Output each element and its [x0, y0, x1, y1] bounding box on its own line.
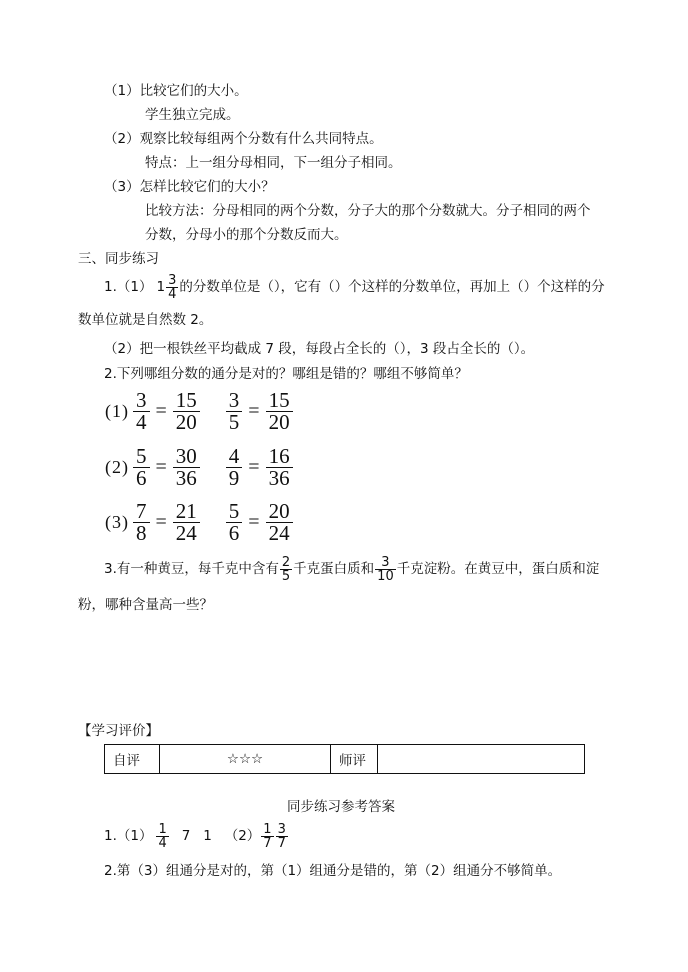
self-eval-label: 自评	[105, 745, 160, 774]
step-1-note: 学生独立完成。	[145, 107, 240, 123]
fraction	[173, 390, 200, 433]
teacher-eval-label: 师评	[331, 745, 378, 774]
numerator: 20	[268, 499, 290, 523]
a1-rest: 7 1 （2）	[181, 828, 261, 844]
numerator: 15	[268, 388, 290, 412]
step-2-note: 特点：上一组分母相同，下一组分子相同。	[145, 155, 402, 171]
equals-sign: =	[155, 456, 167, 478]
fraction	[173, 501, 200, 544]
step-1: （1）比较它们的大小。	[104, 83, 248, 99]
fraction	[226, 501, 243, 544]
denominator: 20	[173, 411, 200, 433]
denominator: 4	[168, 286, 177, 302]
q1-prefix: 1.（1）	[104, 279, 153, 295]
denominator: 24	[266, 522, 293, 544]
denominator: 36	[173, 467, 200, 489]
q3-text-3: 千克淀粉。在黄豆中，蛋白质和淀	[396, 561, 600, 577]
question-1	[104, 270, 605, 304]
equals-sign: =	[155, 511, 167, 533]
denominator: 8	[133, 522, 150, 544]
evaluation-heading: 【学习评价】	[78, 723, 159, 739]
fraction	[266, 390, 293, 433]
answers-title: 同步练习参考答案	[287, 799, 395, 815]
denominator: 5	[226, 411, 243, 433]
fraction	[266, 446, 293, 489]
numerator: 5	[136, 444, 147, 468]
step-3-method: 比较方法：分母相同的两个分数，分子大的那个分数就大。分子相同的两个	[145, 203, 591, 219]
numerator: 4	[228, 444, 240, 468]
numerator: 3	[136, 388, 147, 412]
fraction	[133, 390, 150, 433]
denominator: 6	[226, 522, 243, 544]
fraction	[133, 501, 150, 544]
row-label: (3)	[105, 512, 129, 532]
q1-whole: 1	[156, 279, 166, 295]
equals-sign: =	[248, 511, 260, 533]
equals-sign: =	[248, 400, 260, 422]
q3-text-2: 千克蛋白质和	[293, 561, 375, 577]
fraction	[375, 556, 396, 583]
denominator: 4	[158, 835, 167, 851]
step-3: （3）怎样比较它们的大小？	[104, 179, 275, 195]
question-2-stem: 2.下列哪组分数的通分是对的？哪组是错的？哪组不够简单？	[104, 366, 468, 382]
question-3-cont: 粉，哪种含量高一些？	[78, 597, 213, 613]
fraction	[280, 556, 292, 583]
fraction	[226, 446, 243, 489]
numerator: 2	[281, 554, 291, 570]
answer-1	[104, 816, 289, 856]
denominator: 7	[263, 835, 272, 851]
teacher-eval-field[interactable]	[378, 745, 585, 774]
denominator: 10	[377, 568, 394, 584]
question-1-part-2: （2）把一根铁丝平均截成 7 段，每段占全长的（），3 段占全长的（）。	[104, 341, 535, 357]
fraction	[266, 501, 293, 544]
fraction	[226, 390, 243, 433]
row-label: (2)	[105, 457, 129, 477]
fraction	[156, 823, 168, 850]
denominator: 24	[173, 522, 200, 544]
q1-fraction	[166, 274, 178, 301]
fraction	[173, 446, 200, 489]
question-3	[104, 552, 599, 586]
denominator: 7	[277, 835, 286, 851]
denominator: 4	[133, 411, 150, 433]
denominator: 6	[133, 467, 150, 489]
numerator: 30	[175, 444, 197, 468]
equation-row-1	[105, 390, 295, 433]
step-3-method-cont: 分数，分母小的那个分数反而大。	[145, 227, 348, 243]
section-heading: 三、同步练习	[78, 251, 159, 267]
numerator: 3	[228, 388, 240, 412]
equals-sign: =	[248, 456, 260, 478]
denominator: 9	[226, 467, 243, 489]
denominator: 36	[266, 467, 293, 489]
equation-row-3	[105, 501, 295, 544]
equals-sign: =	[155, 400, 167, 422]
answer-2: 2.第（3）组通分是对的，第（1）组通分是错的，第（2）组通分不够简单。	[104, 863, 562, 879]
numerator: 1	[263, 821, 272, 837]
numerator: 1	[158, 821, 167, 837]
row-label: (1)	[105, 401, 129, 421]
numerator: 21	[175, 499, 197, 523]
q3-text-1: 3.有一种黄豆，每千克中含有	[104, 561, 279, 577]
fraction	[133, 446, 150, 489]
a1-prefix: 1.（1）	[104, 828, 153, 844]
fraction	[261, 823, 273, 850]
equation-row-2	[105, 446, 295, 489]
numerator: 3	[381, 554, 390, 570]
step-2: （2）观察比较每组两个分数有什么共同特点。	[104, 131, 383, 147]
numerator: 15	[175, 388, 197, 412]
q1-text: 的分数单位是（），它有（）个这样的分数单位，再加上（）个这样的分	[179, 279, 605, 295]
numerator: 3	[277, 821, 286, 837]
numerator: 5	[228, 499, 240, 523]
numerator: 16	[268, 444, 290, 468]
numerator: 3	[168, 272, 177, 288]
denominator: 20	[266, 411, 293, 433]
question-1-cont: 数单位就是自然数 2。	[78, 312, 213, 328]
denominator: 5	[281, 568, 291, 584]
evaluation-table	[104, 744, 585, 774]
self-eval-stars[interactable]: ☆☆☆	[160, 745, 331, 774]
fraction	[276, 823, 288, 850]
numerator: 7	[136, 499, 147, 523]
